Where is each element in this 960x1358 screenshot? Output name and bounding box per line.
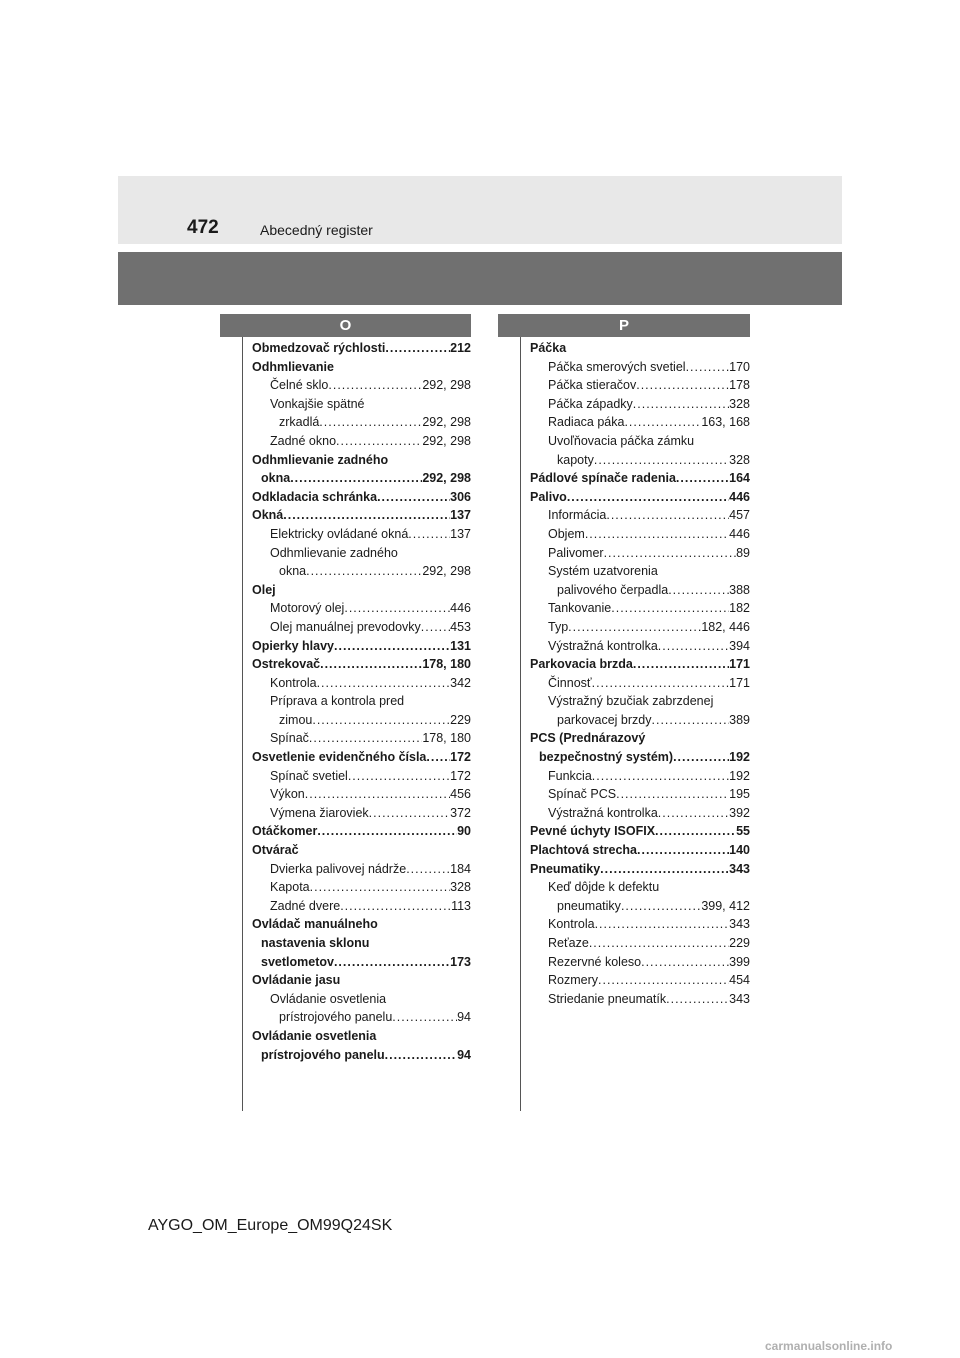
index-entry-term: Pneumatiky [530,861,601,876]
index-entry-term: Parkovacia brzda [530,657,633,672]
index-entry [252,767,471,786]
index-entry-pages: 164 [729,471,750,486]
dot-leader [309,729,422,748]
index-entry-pages: 212 [450,341,471,355]
dot-leader [621,897,701,916]
index-entry-term: Výstražná kontrolka [548,638,658,653]
index-entry [252,971,471,990]
dot-leader [633,655,729,674]
index-entry-term: Spínač svetiel [270,768,348,783]
index-entry-term: Otáčkomer [252,824,318,839]
dot-leader [320,655,422,674]
index-entry-pages: 328 [729,452,750,467]
dot-leader [421,618,450,637]
index-entry [252,562,471,581]
index-entry-term: Odhmlievanie [252,359,334,374]
dot-leader [641,953,729,972]
index-entry-term: kapoty [557,452,594,467]
dot-leader [290,469,422,488]
index-entry-pages: 328 [729,396,750,411]
index-entry [252,748,471,767]
index-entry-term: Tankovanie [548,601,612,616]
index-entry-term: Výkon [270,787,305,802]
index-entry-pages: 140 [729,843,750,858]
index-entry [530,822,750,841]
index-entry [530,804,750,823]
index-entry-pages: 388 [729,582,750,597]
index-entry [252,804,471,823]
index-entry [252,525,471,544]
index-entry-pages: 399 [729,954,750,969]
dot-leader [340,897,451,916]
dot-leader [673,748,729,767]
dot-leader [592,674,730,693]
index-entry-pages: 372 [450,805,471,820]
dot-leader [310,878,451,897]
index-column-right [530,339,750,1008]
index-entry [252,990,471,1009]
index-entry-pages: 343 [729,991,750,1006]
index-entry [530,674,750,693]
index-entry [530,358,750,377]
index-entry-pages: 173 [450,954,471,969]
index-entry-pages: 453 [450,619,471,634]
dot-leader [567,488,729,507]
index-entry [252,897,471,916]
dot-leader [317,822,457,841]
index-entry [252,915,471,934]
index-entry [530,711,750,730]
index-entry [530,469,750,488]
index-entry [252,860,471,879]
index-entry-term: nastavenia sklonu [261,936,370,950]
index-entry-term: Plachtová strecha [530,843,637,858]
index-entry-term: okna [279,564,307,579]
index-entry-term: zrkadlá [279,415,320,430]
index-entry-pages: 178 [729,378,750,393]
index-entry [530,729,750,748]
dot-leader [658,637,729,656]
index-entry [252,432,471,451]
index-entry [252,451,471,470]
index-entry [530,878,750,897]
index-entry [252,655,471,674]
index-entry [530,618,750,637]
dot-leader [336,432,422,451]
index-entry [252,339,471,358]
index-entry-pages: 389 [729,712,750,727]
dot-leader [598,971,729,990]
index-entry [252,469,471,488]
index-entry-pages: 172 [450,768,471,783]
index-entry-term: Spínač [270,731,309,746]
dot-leader [312,711,450,730]
letter-header-o: O [220,314,471,337]
index-entry [252,934,471,953]
dot-leader [317,674,451,693]
index-entry-term: Spínač PCS [548,787,617,802]
index-entry-pages: 178, 180 [422,731,471,746]
index-entry-term: Obmedzovač rýchlosti [252,341,386,355]
index-entry [530,971,750,990]
dot-leader [585,525,729,544]
index-entry-term: Osvetlenie evidenčného čísla [252,750,427,765]
index-entry-pages: 137 [450,526,471,541]
index-entry [530,339,750,358]
dot-leader [611,599,729,618]
header-dark-band [118,252,842,305]
dot-leader [319,413,422,432]
index-entry-pages: 171 [729,675,750,690]
index-entry-term: Zadné dvere [270,898,341,913]
index-entry-term: Páčka [530,341,567,355]
index-entry [252,692,471,711]
index-entry-pages: 94 [457,1047,471,1062]
index-entry-pages: 446 [729,489,750,504]
index-entry [530,990,750,1009]
index-entry-pages: 343 [729,861,750,876]
index-entry [252,1046,471,1065]
index-entry-pages: 456 [450,787,471,802]
index-entry [252,1027,471,1046]
index-entry [530,562,750,581]
index-entry-pages: 306 [450,489,471,504]
index-entry [530,934,750,953]
dot-leader [426,748,450,767]
dot-leader [655,822,736,841]
index-entry-term: parkovacej brzdy [557,712,652,727]
index-entry-term: PCS (Prednárazový [530,731,646,746]
index-entry-term: Zadné okno [270,433,337,448]
index-entry-pages: 170 [729,359,750,374]
dot-leader [604,544,737,563]
index-entry-term: Kontrola [270,675,317,690]
letter-header-p: P [498,314,750,337]
index-entry-term: Činnosť [548,675,592,690]
index-entry-pages: 182 [729,601,750,616]
index-entry [252,376,471,395]
index-entry [252,674,471,693]
dot-leader [385,339,450,358]
index-entry-pages: 94 [457,1010,471,1025]
page-number: 472 [187,217,219,238]
index-entry [252,822,471,841]
index-entry-term: Rezervné koleso [548,954,642,969]
index-entry-term: Ovládač manuálneho [252,917,378,932]
index-entry [252,841,471,860]
index-entry [530,488,750,507]
index-entry [530,599,750,618]
index-entry-term: Ovládanie jasu [252,973,341,988]
index-entry-term: Kapota [270,880,310,895]
index-entry [530,637,750,656]
index-entry-pages: 342 [450,675,471,690]
index-entry-term: Keď dôjde k defektu [548,880,660,895]
index-entry-term: Rozmery [548,973,599,988]
index-entry-term: Palivomer [548,545,604,560]
index-entry-term: Otvárač [252,843,299,858]
index-entry-pages: 454 [729,973,750,988]
dot-leader [334,953,450,972]
dot-leader [392,1008,457,1027]
dot-leader [686,358,730,377]
index-entry-pages: 184 [450,861,471,876]
index-entry [530,413,750,432]
index-entry [530,860,750,879]
index-entry [530,451,750,470]
index-entry-pages: 131 [450,638,471,653]
index-entry-term: Systém uzatvorenia [548,564,658,579]
index-entry-term: Striedanie pneumatík [548,991,667,1006]
index-entry-pages: 229 [729,936,750,950]
dot-leader [344,599,450,618]
index-entry-term: Okná [252,508,284,523]
index-entry-term: zimou [279,712,313,727]
dot-leader [385,1046,457,1065]
index-entry-pages: 292, 298 [422,378,471,393]
index-entry-term: Ovládanie osvetlenia [252,1028,377,1043]
index-entry-pages: 192 [729,768,750,783]
index-entry-pages: 89 [736,545,750,560]
index-entry [530,655,750,674]
dot-leader [624,413,701,432]
dot-leader [637,841,729,860]
dot-leader [406,860,450,879]
dot-leader [668,581,729,600]
index-entry [530,432,750,451]
index-entry [252,711,471,730]
index-entry-term: Príprava a kontrola pred [270,694,405,709]
index-entry-pages: 195 [729,787,750,802]
dot-leader [377,488,450,507]
dot-leader [589,934,729,953]
dot-leader [328,376,422,395]
index-entry-term: pneumatiky [557,898,621,913]
index-entry-term: Kontrola [548,917,595,932]
dot-leader [306,562,422,581]
index-entry-term: Pevné úchyty ISOFIX [530,824,656,839]
index-entry [252,506,471,525]
index-entry-term: prístrojového panelu [279,1010,393,1025]
index-entry-pages: 113 [451,898,471,913]
index-entry-term: Informácia [548,508,607,523]
index-entry [252,413,471,432]
index-entry [252,878,471,897]
dot-leader [408,525,450,544]
index-entry [530,692,750,711]
index-entry [530,897,750,916]
index-entry-term: palivového čerpadla [557,582,669,597]
dot-leader [568,618,701,637]
index-entry-pages: 328 [450,880,471,895]
index-entry-term: Čelné sklo [270,378,329,393]
index-entry-term: Páčka stieračov [548,378,637,393]
index-entry-term: Výstražná kontrolka [548,805,658,820]
dot-leader [305,785,450,804]
dot-leader [652,711,730,730]
index-entry-pages: 292, 298 [422,471,471,486]
index-entry [252,953,471,972]
dot-leader [633,395,729,414]
index-entry-pages: 394 [729,638,750,653]
index-entry-term: bezpečnostný systém) [539,750,674,765]
document-code: AYGO_OM_Europe_OM99Q24SK [148,1217,393,1234]
dot-leader [594,451,729,470]
index-entry-pages: 446 [729,526,750,541]
index-entry-term: Páčka smerových svetiel [548,359,686,374]
index-entry-pages: 292, 298 [422,415,471,430]
dot-leader [600,860,729,879]
index-entry-pages: 292, 298 [422,564,471,579]
index-entry-term: okna [261,471,291,486]
dot-leader [348,767,450,786]
column-divider-right [520,337,521,1111]
index-entry-pages: 457 [729,508,750,523]
index-entry-pages: 392 [729,805,750,820]
index-entry [530,544,750,563]
index-entry [252,785,471,804]
index-entry [530,395,750,414]
index-entry-pages: 446 [450,601,471,616]
dot-leader [592,767,729,786]
index-entry [530,581,750,600]
index-entry-pages: 229 [450,712,471,727]
index-entry-pages: 292, 298 [422,433,471,448]
index-entry-term: Odhmlievanie zadného [252,452,389,467]
dot-leader [616,785,729,804]
index-entry [530,953,750,972]
index-entry [530,915,750,934]
header-band [118,176,842,244]
index-entry [252,729,471,748]
index-entry-term: Uvoľňovacia páčka zámku [548,433,695,448]
index-entry-term: Odkladacia schránka [252,489,378,504]
index-entry-term: Reťaze [548,936,589,950]
index-entry-term: Elektricky ovládané okná [270,526,409,541]
index-entry [530,841,750,860]
index-entry-term: Objem [548,526,585,541]
column-divider-left [242,337,243,1111]
index-entry-term: Olej manuálnej prevodovky [270,619,421,634]
index-entry-term: Dvierka palivovej nádrže [270,861,407,876]
index-entry-pages: 343 [729,917,750,932]
index-entry [252,358,471,377]
dot-leader [676,469,729,488]
index-entry [530,748,750,767]
index-entry-term: Odhmlievanie zadného [270,545,398,560]
index-entry [252,581,471,600]
index-column-left [252,339,471,1064]
index-entry [252,395,471,414]
index-entry [252,544,471,563]
index-entry-term: Radiaca páka [548,415,625,430]
index-entry-term: Typ [548,619,569,634]
index-entry-term: Vonkajšie spätné [270,396,365,411]
dot-leader [595,915,730,934]
index-entry-term: Výstražný bzučiak zabrzdenej [548,694,714,709]
index-entry-pages: 399, 412 [701,898,750,913]
index-entry [252,618,471,637]
index-entry-pages: 182, 446 [701,619,750,634]
dot-leader [283,506,450,525]
index-entry-term: Motorový olej [270,601,345,616]
index-entry-pages: 178, 180 [422,657,471,672]
index-entry-pages: 137 [450,508,471,523]
index-entry [252,637,471,656]
index-entry-pages: 55 [736,824,750,839]
index-entry-term: prístrojového panelu [261,1047,385,1062]
index-entry-term: Funkcia [548,768,592,783]
index-entry-term: Ovládanie osvetlenia [270,991,387,1006]
index-entry-term: Opierky hlavy [252,638,334,653]
index-entry-term: Ostrekovač [252,657,321,672]
index-entry-pages: 171 [729,657,750,672]
index-entry-pages: 163, 168 [701,415,750,430]
index-entry-term: Výmena žiaroviek [270,805,369,820]
index-entry-term: Olej [252,582,276,597]
index-entry-pages: 192 [729,750,750,765]
index-entry-pages: 90 [457,824,471,839]
index-entry [252,488,471,507]
index-entry-pages: 172 [450,750,471,765]
index-entry-term: Páčka západky [548,396,633,411]
dot-leader [666,990,729,1009]
watermark: carmanualsonline.info [765,1339,893,1353]
index-entry [530,376,750,395]
index-entry-term: Pádlové spínače radenia [530,471,676,486]
dot-leader [658,804,729,823]
index-entry [530,506,750,525]
index-entry [530,525,750,544]
dot-leader [636,376,729,395]
dot-leader [606,506,729,525]
index-entry-term: svetlometov [261,954,334,969]
index-entry [530,785,750,804]
dot-leader [369,804,450,823]
index-entry [252,1008,471,1027]
index-entry [530,767,750,786]
dot-leader [334,637,450,656]
section-title: Abecedný register [260,222,373,238]
index-entry [252,599,471,618]
index-entry-term: Palivo [530,489,567,504]
